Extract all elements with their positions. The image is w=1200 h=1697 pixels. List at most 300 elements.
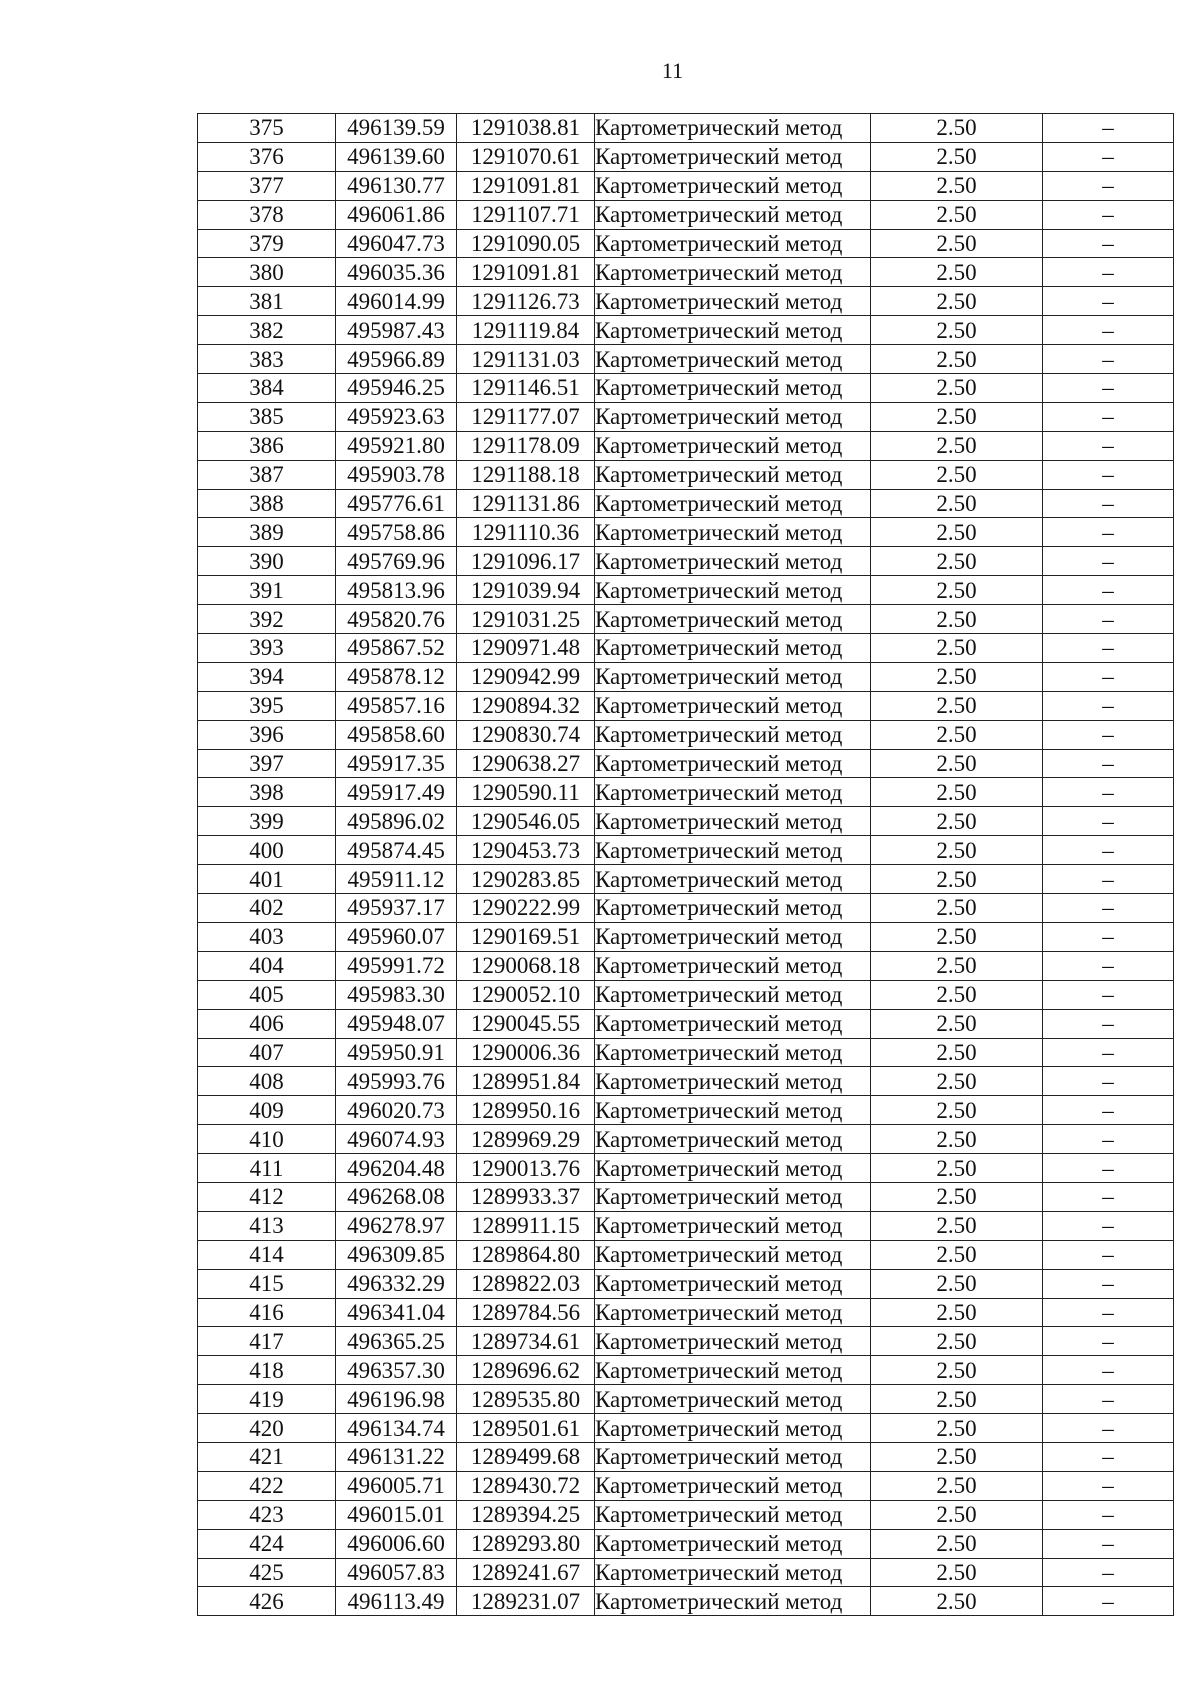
- y-coordinate-cell: 1291131.86: [457, 489, 595, 518]
- x-coordinate-cell: 496139.59: [336, 114, 457, 143]
- point-number-cell: 389: [198, 518, 336, 547]
- note-cell: –: [1043, 1587, 1174, 1616]
- error-cell: 2.50: [871, 865, 1043, 894]
- y-coordinate-cell: 1291178.09: [457, 431, 595, 460]
- table-row: [198, 605, 1174, 634]
- table-row: [198, 1414, 1174, 1443]
- point-number-cell: 394: [198, 662, 336, 691]
- method-cell: Картометрический метод: [595, 171, 871, 200]
- method-cell: Картометрический метод: [595, 345, 871, 374]
- error-cell: 2.50: [871, 634, 1043, 663]
- point-number-cell: 424: [198, 1529, 336, 1558]
- method-cell: Картометрический метод: [595, 229, 871, 258]
- x-coordinate-cell: 495917.49: [336, 778, 457, 807]
- point-number-cell: 395: [198, 691, 336, 720]
- point-number-cell: 423: [198, 1500, 336, 1529]
- table-row: [198, 1096, 1174, 1125]
- error-cell: 2.50: [871, 1529, 1043, 1558]
- y-coordinate-cell: 1289241.67: [457, 1558, 595, 1587]
- x-coordinate-cell: 495983.30: [336, 980, 457, 1009]
- table-row: [198, 1442, 1174, 1471]
- table-row: [198, 402, 1174, 431]
- method-cell: Картометрический метод: [595, 1587, 871, 1616]
- method-cell: Картометрический метод: [595, 634, 871, 663]
- y-coordinate-cell: 1290222.99: [457, 894, 595, 923]
- note-cell: –: [1043, 865, 1174, 894]
- table-row: [198, 489, 1174, 518]
- method-cell: Картометрический метод: [595, 1067, 871, 1096]
- table-row: [198, 1038, 1174, 1067]
- x-coordinate-cell: 495867.52: [336, 634, 457, 663]
- method-cell: Картометрический метод: [595, 836, 871, 865]
- error-cell: 2.50: [871, 547, 1043, 576]
- table-row: [198, 547, 1174, 576]
- y-coordinate-cell: 1291039.94: [457, 576, 595, 605]
- error-cell: 2.50: [871, 980, 1043, 1009]
- method-cell: Картометрический метод: [595, 402, 871, 431]
- x-coordinate-cell: 495769.96: [336, 547, 457, 576]
- x-coordinate-cell: 496057.83: [336, 1558, 457, 1587]
- error-cell: 2.50: [871, 662, 1043, 691]
- error-cell: 2.50: [871, 258, 1043, 287]
- x-coordinate-cell: 495993.76: [336, 1067, 457, 1096]
- y-coordinate-cell: 1291107.71: [457, 200, 595, 229]
- method-cell: Картометрический метод: [595, 576, 871, 605]
- error-cell: 2.50: [871, 894, 1043, 923]
- y-coordinate-cell: 1289293.80: [457, 1529, 595, 1558]
- x-coordinate-cell: 495921.80: [336, 431, 457, 460]
- table-row: [198, 1558, 1174, 1587]
- point-number-cell: 382: [198, 316, 336, 345]
- note-cell: –: [1043, 518, 1174, 547]
- y-coordinate-cell: 1291070.61: [457, 142, 595, 171]
- point-number-cell: 402: [198, 894, 336, 923]
- table-row: [198, 1154, 1174, 1183]
- x-coordinate-cell: 496015.01: [336, 1500, 457, 1529]
- table-row: [198, 1500, 1174, 1529]
- error-cell: 2.50: [871, 345, 1043, 374]
- note-cell: –: [1043, 229, 1174, 258]
- note-cell: –: [1043, 1558, 1174, 1587]
- error-cell: 2.50: [871, 1269, 1043, 1298]
- method-cell: Картометрический метод: [595, 1471, 871, 1500]
- note-cell: –: [1043, 894, 1174, 923]
- x-coordinate-cell: 496341.04: [336, 1298, 457, 1327]
- table-row: [198, 1385, 1174, 1414]
- error-cell: 2.50: [871, 1298, 1043, 1327]
- error-cell: 2.50: [871, 1414, 1043, 1443]
- y-coordinate-cell: 1289734.61: [457, 1327, 595, 1356]
- method-cell: Картометрический метод: [595, 662, 871, 691]
- note-cell: –: [1043, 1038, 1174, 1067]
- y-coordinate-cell: 1290169.51: [457, 922, 595, 951]
- error-cell: 2.50: [871, 374, 1043, 403]
- error-cell: 2.50: [871, 1587, 1043, 1616]
- x-coordinate-cell: 496134.74: [336, 1414, 457, 1443]
- error-cell: 2.50: [871, 200, 1043, 229]
- error-cell: 2.50: [871, 1385, 1043, 1414]
- point-number-cell: 397: [198, 749, 336, 778]
- y-coordinate-cell: 1289501.61: [457, 1414, 595, 1443]
- point-number-cell: 390: [198, 547, 336, 576]
- note-cell: –: [1043, 345, 1174, 374]
- y-coordinate-cell: 1291146.51: [457, 374, 595, 403]
- point-number-cell: 381: [198, 287, 336, 316]
- method-cell: Картометрический метод: [595, 807, 871, 836]
- note-cell: –: [1043, 720, 1174, 749]
- method-cell: Картометрический метод: [595, 1500, 871, 1529]
- x-coordinate-cell: 496005.71: [336, 1471, 457, 1500]
- table-row: [198, 778, 1174, 807]
- point-number-cell: 392: [198, 605, 336, 634]
- error-cell: 2.50: [871, 1240, 1043, 1269]
- note-cell: –: [1043, 836, 1174, 865]
- error-cell: 2.50: [871, 807, 1043, 836]
- error-cell: 2.50: [871, 142, 1043, 171]
- error-cell: 2.50: [871, 691, 1043, 720]
- table-row: [198, 951, 1174, 980]
- table-row: [198, 258, 1174, 287]
- x-coordinate-cell: 495948.07: [336, 1009, 457, 1038]
- point-number-cell: 399: [198, 807, 336, 836]
- error-cell: 2.50: [871, 460, 1043, 489]
- table-row: [198, 1327, 1174, 1356]
- method-cell: Картометрический метод: [595, 1269, 871, 1298]
- table-row: [198, 807, 1174, 836]
- note-cell: –: [1043, 605, 1174, 634]
- error-cell: 2.50: [871, 114, 1043, 143]
- error-cell: 2.50: [871, 171, 1043, 200]
- point-number-cell: 408: [198, 1067, 336, 1096]
- table-row: [198, 229, 1174, 258]
- note-cell: –: [1043, 1500, 1174, 1529]
- point-number-cell: 425: [198, 1558, 336, 1587]
- error-cell: 2.50: [871, 1356, 1043, 1385]
- y-coordinate-cell: 1289933.37: [457, 1182, 595, 1211]
- table-row: [198, 1240, 1174, 1269]
- y-coordinate-cell: 1290590.11: [457, 778, 595, 807]
- point-number-cell: 398: [198, 778, 336, 807]
- method-cell: Картометрический метод: [595, 1385, 871, 1414]
- point-number-cell: 418: [198, 1356, 336, 1385]
- error-cell: 2.50: [871, 836, 1043, 865]
- x-coordinate-cell: 495946.25: [336, 374, 457, 403]
- method-cell: Картометрический метод: [595, 431, 871, 460]
- note-cell: –: [1043, 1442, 1174, 1471]
- method-cell: Картометрический метод: [595, 1529, 871, 1558]
- error-cell: 2.50: [871, 720, 1043, 749]
- y-coordinate-cell: 1290453.73: [457, 836, 595, 865]
- note-cell: –: [1043, 287, 1174, 316]
- y-coordinate-cell: 1290045.55: [457, 1009, 595, 1038]
- point-number-cell: 378: [198, 200, 336, 229]
- point-number-cell: 393: [198, 634, 336, 663]
- y-coordinate-cell: 1290971.48: [457, 634, 595, 663]
- method-cell: Картометрический метод: [595, 374, 871, 403]
- x-coordinate-cell: 496139.60: [336, 142, 457, 171]
- y-coordinate-cell: 1291177.07: [457, 402, 595, 431]
- note-cell: –: [1043, 922, 1174, 951]
- table-row: [198, 749, 1174, 778]
- point-number-cell: 377: [198, 171, 336, 200]
- x-coordinate-cell: 496074.93: [336, 1125, 457, 1154]
- y-coordinate-cell: 1290013.76: [457, 1154, 595, 1183]
- method-cell: Картометрический метод: [595, 865, 871, 894]
- coordinates-table-body: [198, 114, 1174, 1616]
- note-cell: –: [1043, 1327, 1174, 1356]
- method-cell: Картометрический метод: [595, 1211, 871, 1240]
- note-cell: –: [1043, 1240, 1174, 1269]
- x-coordinate-cell: 495960.07: [336, 922, 457, 951]
- x-coordinate-cell: 495874.45: [336, 836, 457, 865]
- table-row: [198, 1067, 1174, 1096]
- note-cell: –: [1043, 114, 1174, 143]
- x-coordinate-cell: 495758.86: [336, 518, 457, 547]
- x-coordinate-cell: 495858.60: [336, 720, 457, 749]
- y-coordinate-cell: 1289864.80: [457, 1240, 595, 1269]
- y-coordinate-cell: 1290052.10: [457, 980, 595, 1009]
- y-coordinate-cell: 1291126.73: [457, 287, 595, 316]
- y-coordinate-cell: 1291110.36: [457, 518, 595, 547]
- table-row: [198, 518, 1174, 547]
- x-coordinate-cell: 495896.02: [336, 807, 457, 836]
- note-cell: –: [1043, 489, 1174, 518]
- method-cell: Картометрический метод: [595, 1182, 871, 1211]
- x-coordinate-cell: 495937.17: [336, 894, 457, 923]
- x-coordinate-cell: 495991.72: [336, 951, 457, 980]
- error-cell: 2.50: [871, 1038, 1043, 1067]
- error-cell: 2.50: [871, 1211, 1043, 1240]
- y-coordinate-cell: 1291091.81: [457, 171, 595, 200]
- y-coordinate-cell: 1290942.99: [457, 662, 595, 691]
- table-row: [198, 114, 1174, 143]
- point-number-cell: 426: [198, 1587, 336, 1616]
- x-coordinate-cell: 496365.25: [336, 1327, 457, 1356]
- x-coordinate-cell: 496020.73: [336, 1096, 457, 1125]
- y-coordinate-cell: 1290830.74: [457, 720, 595, 749]
- point-number-cell: 375: [198, 114, 336, 143]
- method-cell: Картометрический метод: [595, 114, 871, 143]
- note-cell: –: [1043, 1385, 1174, 1414]
- x-coordinate-cell: 495987.43: [336, 316, 457, 345]
- x-coordinate-cell: 495776.61: [336, 489, 457, 518]
- note-cell: –: [1043, 576, 1174, 605]
- point-number-cell: 409: [198, 1096, 336, 1125]
- table-row: [198, 662, 1174, 691]
- x-coordinate-cell: 496278.97: [336, 1211, 457, 1240]
- point-number-cell: 417: [198, 1327, 336, 1356]
- table-row: [198, 634, 1174, 663]
- y-coordinate-cell: 1289784.56: [457, 1298, 595, 1327]
- method-cell: Картометрический метод: [595, 778, 871, 807]
- point-number-cell: 386: [198, 431, 336, 460]
- table-row: [198, 1211, 1174, 1240]
- x-coordinate-cell: 495857.16: [336, 691, 457, 720]
- point-number-cell: 388: [198, 489, 336, 518]
- method-cell: Картометрический метод: [595, 894, 871, 923]
- x-coordinate-cell: 495917.35: [336, 749, 457, 778]
- error-cell: 2.50: [871, 1096, 1043, 1125]
- y-coordinate-cell: 1289969.29: [457, 1125, 595, 1154]
- error-cell: 2.50: [871, 605, 1043, 634]
- method-cell: Картометрический метод: [595, 1356, 871, 1385]
- method-cell: Картометрический метод: [595, 980, 871, 1009]
- note-cell: –: [1043, 807, 1174, 836]
- error-cell: 2.50: [871, 402, 1043, 431]
- point-number-cell: 410: [198, 1125, 336, 1154]
- note-cell: –: [1043, 171, 1174, 200]
- table-row: [198, 1471, 1174, 1500]
- method-cell: Картометрический метод: [595, 200, 871, 229]
- note-cell: –: [1043, 431, 1174, 460]
- point-number-cell: 379: [198, 229, 336, 258]
- note-cell: –: [1043, 1067, 1174, 1096]
- point-number-cell: 420: [198, 1414, 336, 1443]
- note-cell: –: [1043, 200, 1174, 229]
- method-cell: Картометрический метод: [595, 258, 871, 287]
- method-cell: Картометрический метод: [595, 691, 871, 720]
- error-cell: 2.50: [871, 1067, 1043, 1096]
- method-cell: Картометрический метод: [595, 951, 871, 980]
- error-cell: 2.50: [871, 1182, 1043, 1211]
- note-cell: –: [1043, 316, 1174, 345]
- method-cell: Картометрический метод: [595, 316, 871, 345]
- method-cell: Картометрический метод: [595, 489, 871, 518]
- method-cell: Картометрический метод: [595, 1009, 871, 1038]
- x-coordinate-cell: 496130.77: [336, 171, 457, 200]
- method-cell: Картометрический метод: [595, 1558, 871, 1587]
- y-coordinate-cell: 1289696.62: [457, 1356, 595, 1385]
- error-cell: 2.50: [871, 1327, 1043, 1356]
- y-coordinate-cell: 1289951.84: [457, 1067, 595, 1096]
- note-cell: –: [1043, 1125, 1174, 1154]
- point-number-cell: 415: [198, 1269, 336, 1298]
- point-number-cell: 419: [198, 1385, 336, 1414]
- error-cell: 2.50: [871, 1009, 1043, 1038]
- x-coordinate-cell: 496332.29: [336, 1269, 457, 1298]
- x-coordinate-cell: 496196.98: [336, 1385, 457, 1414]
- y-coordinate-cell: 1290006.36: [457, 1038, 595, 1067]
- note-cell: –: [1043, 258, 1174, 287]
- note-cell: –: [1043, 691, 1174, 720]
- error-cell: 2.50: [871, 489, 1043, 518]
- x-coordinate-cell: 496268.08: [336, 1182, 457, 1211]
- y-coordinate-cell: 1289499.68: [457, 1442, 595, 1471]
- x-coordinate-cell: 496113.49: [336, 1587, 457, 1616]
- error-cell: 2.50: [871, 1154, 1043, 1183]
- note-cell: –: [1043, 1211, 1174, 1240]
- note-cell: –: [1043, 662, 1174, 691]
- error-cell: 2.50: [871, 287, 1043, 316]
- x-coordinate-cell: 496204.48: [336, 1154, 457, 1183]
- x-coordinate-cell: 495950.91: [336, 1038, 457, 1067]
- error-cell: 2.50: [871, 778, 1043, 807]
- table-row: [198, 171, 1174, 200]
- y-coordinate-cell: 1291119.84: [457, 316, 595, 345]
- note-cell: –: [1043, 1269, 1174, 1298]
- error-cell: 2.50: [871, 951, 1043, 980]
- y-coordinate-cell: 1289394.25: [457, 1500, 595, 1529]
- table-row: [198, 1587, 1174, 1616]
- x-coordinate-cell: 496309.85: [336, 1240, 457, 1269]
- x-coordinate-cell: 496035.36: [336, 258, 457, 287]
- table-row: [198, 1298, 1174, 1327]
- note-cell: –: [1043, 1096, 1174, 1125]
- point-number-cell: 404: [198, 951, 336, 980]
- table-row: [198, 1269, 1174, 1298]
- x-coordinate-cell: 495813.96: [336, 576, 457, 605]
- note-cell: –: [1043, 1009, 1174, 1038]
- page-number: 11: [661, 58, 684, 83]
- error-cell: 2.50: [871, 229, 1043, 258]
- method-cell: Картометрический метод: [595, 1154, 871, 1183]
- note-cell: –: [1043, 951, 1174, 980]
- table-row: [198, 345, 1174, 374]
- y-coordinate-cell: 1289231.07: [457, 1587, 595, 1616]
- error-cell: 2.50: [871, 316, 1043, 345]
- table-row: [198, 865, 1174, 894]
- table-row: [198, 142, 1174, 171]
- point-number-cell: 400: [198, 836, 336, 865]
- point-number-cell: 385: [198, 402, 336, 431]
- error-cell: 2.50: [871, 749, 1043, 778]
- table-row: [198, 691, 1174, 720]
- error-cell: 2.50: [871, 1500, 1043, 1529]
- point-number-cell: 422: [198, 1471, 336, 1500]
- method-cell: Картометрический метод: [595, 605, 871, 634]
- point-number-cell: 391: [198, 576, 336, 605]
- method-cell: Картометрический метод: [595, 922, 871, 951]
- coordinates-table: [197, 113, 1174, 1616]
- point-number-cell: 403: [198, 922, 336, 951]
- note-cell: –: [1043, 1414, 1174, 1443]
- point-number-cell: 376: [198, 142, 336, 171]
- table-row: [198, 922, 1174, 951]
- y-coordinate-cell: 1291096.17: [457, 547, 595, 576]
- note-cell: –: [1043, 634, 1174, 663]
- point-number-cell: 396: [198, 720, 336, 749]
- table-row: [198, 1009, 1174, 1038]
- note-cell: –: [1043, 1529, 1174, 1558]
- y-coordinate-cell: 1290546.05: [457, 807, 595, 836]
- error-cell: 2.50: [871, 518, 1043, 547]
- y-coordinate-cell: 1291031.25: [457, 605, 595, 634]
- point-number-cell: 411: [198, 1154, 336, 1183]
- y-coordinate-cell: 1291038.81: [457, 114, 595, 143]
- x-coordinate-cell: 495966.89: [336, 345, 457, 374]
- point-number-cell: 421: [198, 1442, 336, 1471]
- note-cell: –: [1043, 1182, 1174, 1211]
- y-coordinate-cell: 1290283.85: [457, 865, 595, 894]
- method-cell: Картометрический метод: [595, 547, 871, 576]
- table-row: [198, 200, 1174, 229]
- table-row: [198, 836, 1174, 865]
- point-number-cell: 407: [198, 1038, 336, 1067]
- y-coordinate-cell: 1291091.81: [457, 258, 595, 287]
- table-row: [198, 1125, 1174, 1154]
- x-coordinate-cell: 495878.12: [336, 662, 457, 691]
- note-cell: –: [1043, 980, 1174, 1009]
- error-cell: 2.50: [871, 1558, 1043, 1587]
- method-cell: Картометрический метод: [595, 1038, 871, 1067]
- point-number-cell: 401: [198, 865, 336, 894]
- error-cell: 2.50: [871, 1471, 1043, 1500]
- point-number-cell: 416: [198, 1298, 336, 1327]
- table-row: [198, 980, 1174, 1009]
- error-cell: 2.50: [871, 431, 1043, 460]
- y-coordinate-cell: 1289822.03: [457, 1269, 595, 1298]
- point-number-cell: 412: [198, 1182, 336, 1211]
